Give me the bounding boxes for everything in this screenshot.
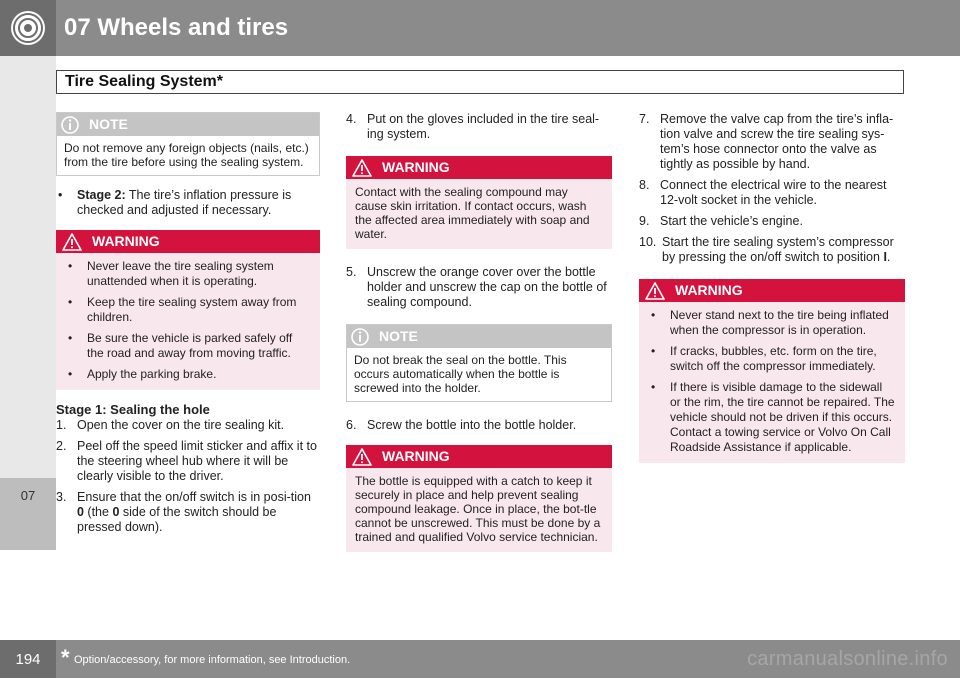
tire-icon [0,0,56,56]
chapter-title: 07 Wheels and tires [64,14,289,41]
warning-header [56,230,320,253]
warning-body [639,302,905,463]
step-item: 9. Start the vehicle’s engine. [639,214,803,228]
chapter-tab [0,478,56,550]
stage2-text: The tire’s inflation pressure is checked and adjusted if necessary. [77,188,292,217]
section-title: Tire Sealing System* [65,73,223,90]
step-item: 5. Unscrew the orange cover over the bottle holder and unscrew the cap on the bottle of sealing compound. [346,265,607,309]
page-number-box [0,640,56,678]
note-label: NOTE [89,116,128,132]
step-item: 6. Screw the bottle into the bottle holder. [346,418,577,432]
warning-item: • If there is visible damage to the sidewall or the rim, the tire cannot be repaired. The vehicle should not be driven if this occurs. Contact a towing service or Volvo On Call Roadside Assistance if applicable. [651,380,895,454]
warning-header [639,279,905,302]
stage2-label: Stage 2: [77,188,126,202]
column-3 [639,112,905,475]
note-header [57,113,319,136]
note-text: Do not break the seal on the bottle. This occurs automatically when the bottle is screwed into the holder. [354,353,567,395]
warning-label: WARNING [92,233,160,249]
warning-box [346,445,612,552]
warning-item: • Keep the tire sealing system away from children. [68,295,297,324]
side-strip [0,56,56,550]
info-icon [351,328,369,346]
info-icon [61,116,79,134]
note-header [347,325,611,348]
tire-icon-box [0,0,56,56]
warning-header [346,445,612,468]
warning-box [639,279,905,463]
warning-item: • Apply the parking brake. [68,367,217,381]
warning-item: • Never leave the tire sealing system unattended when it is operating. [68,259,274,288]
warning-box [56,230,320,390]
step-item: 8. Connect the electrical wire to the nearest 12-volt socket in the vehicle. [639,178,887,207]
warning-item: • Be sure the vehicle is parked safely off the road and away from moving traffic. [68,331,293,360]
warning-text: The bottle is equipped with a catch to keep it securely in place and help prevent sealing compound leakage. Once in place, the bot-tle cannot be unscrewed. This must be done by a trained and qualified Volvo service technician. [355,474,601,544]
note-text: Do not remove any foreign objects (nails, etc.) from the tire before using the sealing system. [64,141,309,169]
footnote-text: Option/accessory, for more information, see Introduction. [74,654,351,666]
step-item: 4. Put on the gloves included in the tire seal-ing system. [346,112,600,141]
warning-triangle-icon [645,282,665,300]
warning-triangle-icon [62,233,82,251]
stage2-item: • Stage 2: The tire’s inflation pressure is checked and adjusted if necessary. [58,188,292,217]
note-box [346,324,612,402]
warning-label: WARNING [675,282,743,298]
step-item: 2. Peel off the speed limit sticker and affix it to the steering wheel hub where it will be clearly visible to the driver. [56,439,317,483]
warning-triangle-icon [352,448,372,466]
warning-triangle-icon [352,159,372,177]
warning-item: • If cracks, bubbles, etc. form on the tire, switch off the compressor immediately. [651,344,877,373]
warning-header [346,156,612,179]
chapter-tab-label: 07 [20,488,36,503]
note-box [56,112,320,176]
column-2 [346,112,612,564]
page-footer [0,640,960,678]
warning-text: Contact with the sealing compound may cause skin irritation. If contact occurs, wash the affected area immediately with soap and water. [355,185,590,241]
step-item: 7. Remove the valve cap from the tire’s infla-tion valve and screw the tire sealing sys-tem’s hose connector onto the valve as tightly as possible by hand. [639,112,894,171]
step-item: 10. Start the tire sealing system’s compressor by pressing the on/off switch to position I. [639,235,894,264]
note-label: NOTE [379,328,418,344]
warning-item: • Never stand next to the tire being inflated when the compressor is in operation. [651,308,889,337]
stage1-heading: Stage 1: Sealing the hole [56,402,210,417]
warning-label: WARNING [382,448,450,464]
watermark: carmanualsonline.info [747,648,948,670]
page-number: 194 [15,651,41,668]
step-item: 1. Open the cover on the tire sealing kit. [56,418,285,432]
footnote-star: * [61,645,70,670]
section-title-bar [56,70,904,94]
warning-box [346,156,612,249]
warning-body [56,253,320,390]
step-item: 3. Ensure that the on/off switch is in posi-tion 0 (the 0 side of the switch should be pressed down). [56,490,311,534]
column-1 [56,112,320,541]
chapter-header [0,0,960,56]
warning-label: WARNING [382,159,450,175]
